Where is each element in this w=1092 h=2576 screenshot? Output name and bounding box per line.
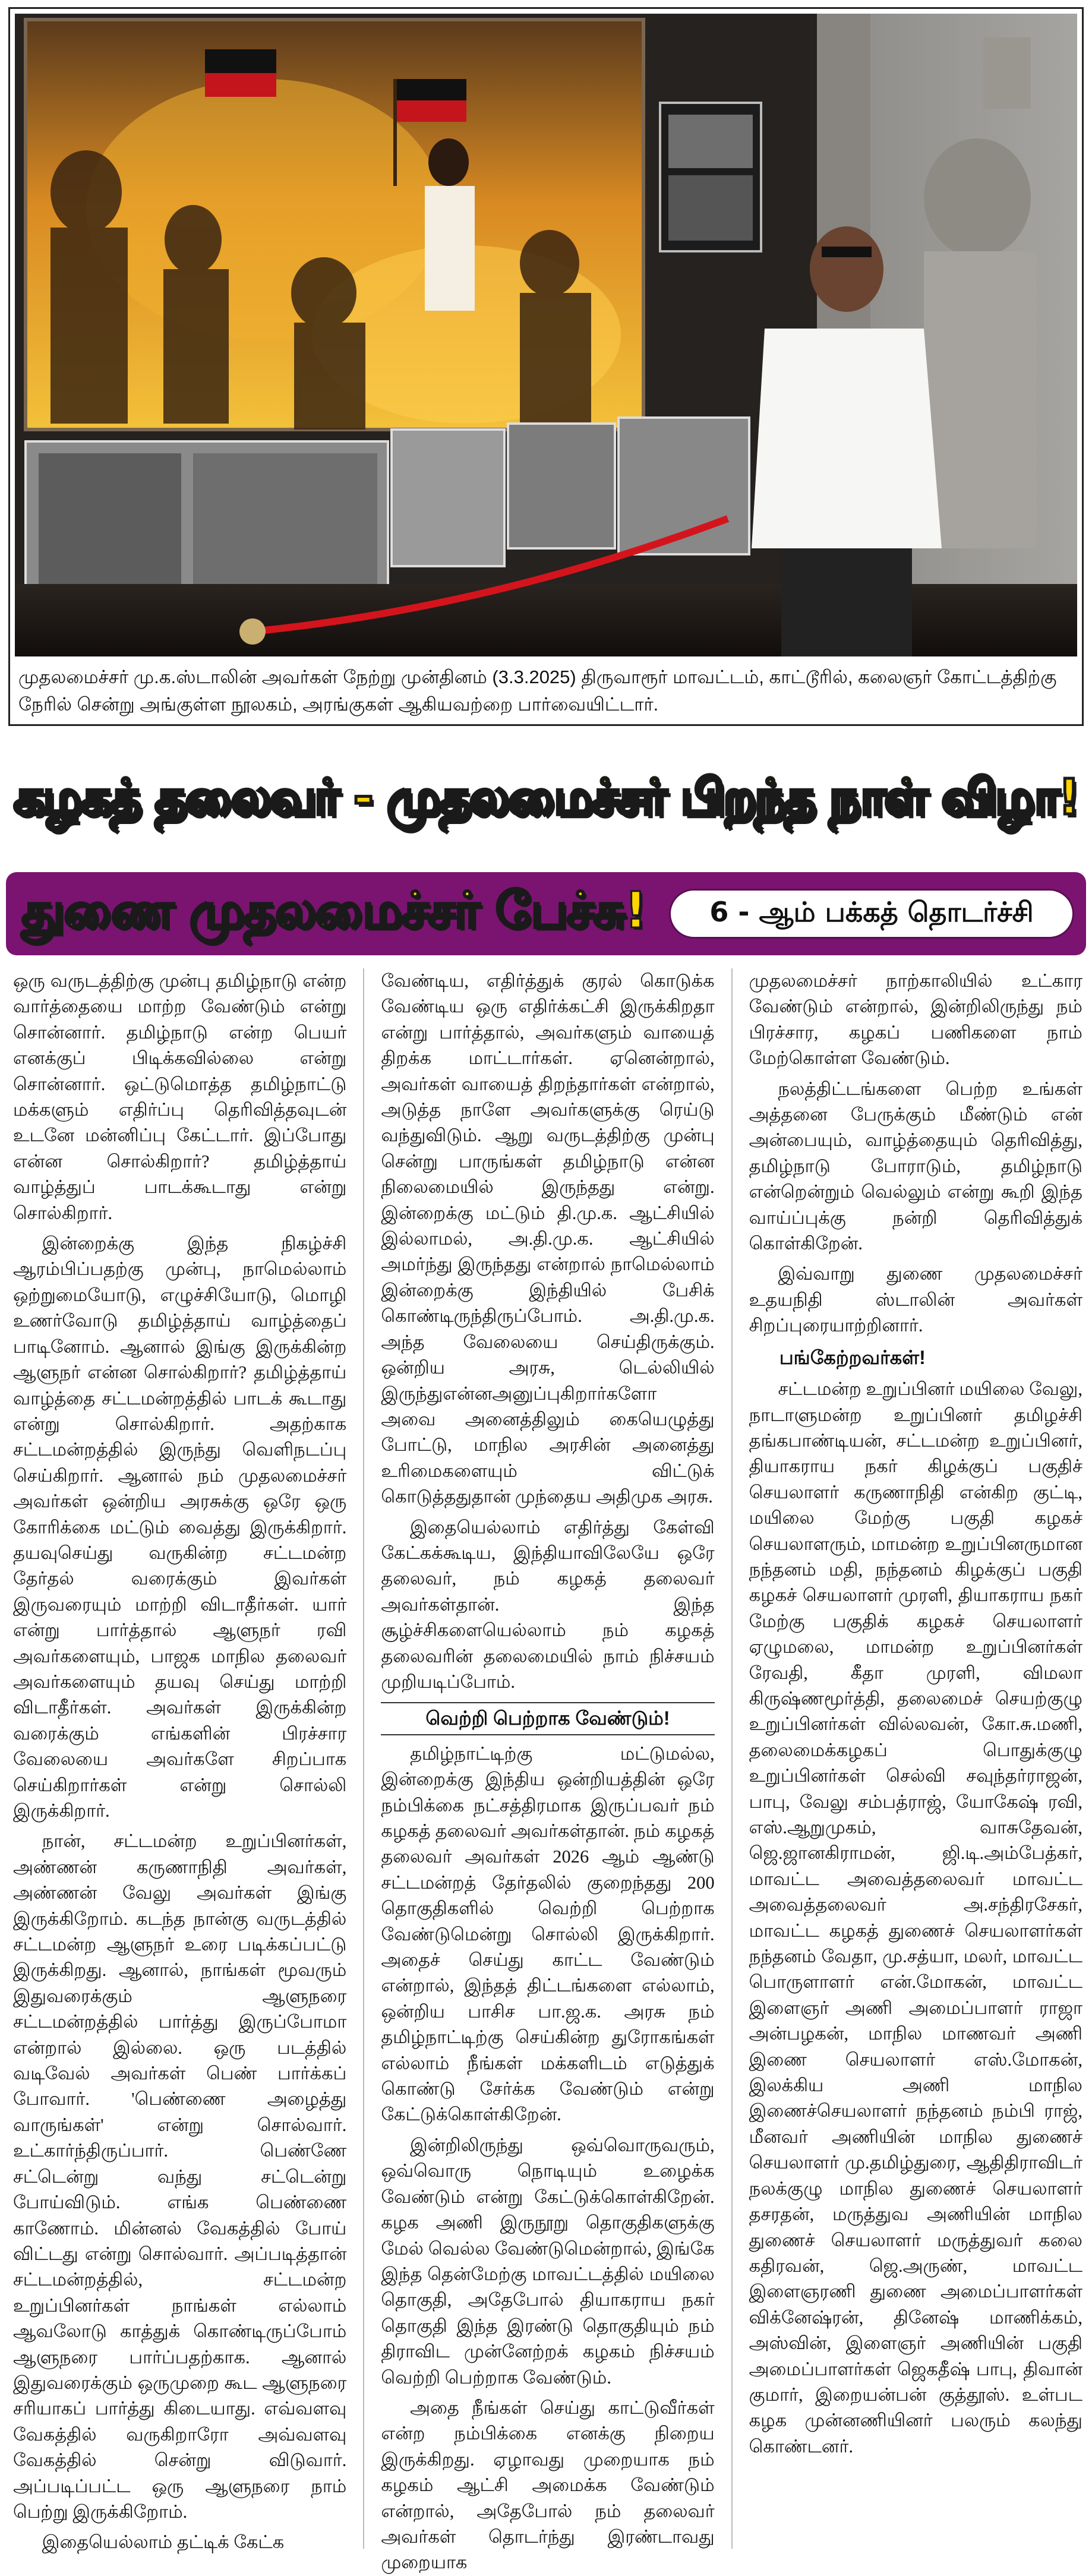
photo-caption: முதலமைச்சர் மு.க.ஸ்டாலின் அவர்கள் நேற்று முன்தினம் (3.3.2025) திருவாரூர் மாவட்டம், காட்டூரில், கலைஞர் கோட்டத்திற்கு நேரில் சென்று அங்குள்ள நூலகம், அரங்குகள் ஆகியவற்றை பார்வையிட்டார். [18,667,1057,715]
news-photo [15,14,1077,656]
paragraph: இவ்வாறு துணை முதலமைச்சர் உதயநிதி ஸ்டாலின் அவர்கள் சிறப்புரையாற்றினார். [749,1264,1082,1336]
paragraph: சட்டமன்ற உறுப்பினர் மயிலை வேலு, நாடாளுமன்ற உறுப்பினர் தமிழச்சி தங்கபாண்டியன், சட்டமன்ற உறுப்பினர், தியாகராய நகர் கிழக்குப் பகுதிச் செயலாளர் கருணாநிதி என்கிற குட்டி, மயிலை மேற்கு பகுதி கழகச் செயலாளரும், மாமன்ற உறுப்பினருமான நந்தனம் மதி, நந்தனம் கிழக்குப் பகுதி கழகச் செயலாளர் முரளி, தியாகராய நகர் மேற்கு பகுதிக் கழகச் செயலாளர் ஏழுமலை, மாமன்ற உறுப்பினர்கள் ரேவதி, கீதா முரளி, விமலா கிருஷ்ணமூர்த்தி, தலைமைச் செயற்குழு உறுப்பினர்கள் வில்லவன், கோ.சு.மணி, தலைமைக்கழகப் பொதுக்குழு உறுப்பினர்கள் செல்வி சவுந்தர்ராஜன், பாபு, வேலு சம்பத்ராஜ், யோகேஷ் ரவி, எஸ்.ஆறுமுகம், வாசுதேவன், ஜெ.ஜானகிராமன், ஜி.டி.அம்பேத்கர், மாவட்ட அவைத்தலைவர் மாவட்ட அவைத்தலைவர் அ.சந்திரசேகர், மாவட்ட கழகத் துணைச் செயலாளர்கள் நந்தனம் வேதா, மு.சத்யா, மலர், மாவட்ட பொருளாளர் என்.மோகன், மாவட்ட இளைஞர் அணி அமைப்பாளர் ராஜா அன்பழகன், மாநில மாணவர் அணி இணை செயலாளர் எஸ்.மோகன், இலக்கிய அணி மாநில இணைச்செயலாளர் நந்தனம் நம்பி ராஜ், மீனவர் அணியின் மாநில துணைச் செயலாளர் மு.தமிழ்துரை, ஆதிதிராவிடர் நலக்குழு மாநில துணைச் செயலாளர் தசரதன், மருத்துவ அணியின் மாநில துணைச் செயலாளர் மருத்துவர் கலை கதிரவன், ஜெ.அருண், மாவட்ட இளைஞரணி துணை அமைப்பாளர்கள் விக்னேஷ்ரன், தினேஷ் மாணிக்கம், அஸ்வின், இளைஞர் அணியின் பகுதி அமைப்பாளர்கள் ஜெகதீஷ் பாபு, திவான் குமார், இறையன்பன் குத்தூஸ். உள்பட கழக முன்னணியினர் பலரும் கலந்து கொண்டனர். [749,1379,1082,2457]
paragraph: இதையெல்லாம் தட்டிக் கேட்க [42,2532,285,2553]
paragraph: முதலமைச்சர் நாற்காலியில் உட்கார வேண்டும் என்றால், இன்றிலிருந்து நம் பிரச்சார, கழகப் பணிகளை நாம் மேற்கொள்ள வேண்டும். [749,971,1082,1069]
paragraph: நான், சட்டமன்ற உறுப்பினர்கள், அண்ணன் கருணாநிதி அவர்கள், அண்ணன் வேலு அவர்கள் இங்கு இருக்கிறோம். கடந்த நான்கு வருடத்தில் சட்டமன்ற ஆளுநர் உரை படிக்கப்பட்டு இருக்கிறது. ஆனால், நாங்கள் மூவரும் இதுவரைக்கும் ஆளுநரை சட்டமன்றத்தில் பார்த்து இருப்போமா என்றால் இல்லை. ஒரு படத்தில் வடிவேல் அவர்கள் பெண் பார்க்கப் போவார். 'பெண்ணை அழைத்து வாருங்கள்' என்று சொல்வார். உட்கார்ந்திருப்பார். பெண்ணே சட்டென்று வந்து சட்டென்று போய்விடும். எங்க பெண்ணை காணோம். மின்னல் வேகத்தில் போய் விட்டது என்று சொல்வார். அப்படித்தான் சட்டமன்றத்தில், சட்டமன்ற உறுப்பினர்கள் நாங்கள் எல்லாம் ஆவலோடு காத்துக் கொண்டிருப்போம் ஆளுநரை பார்ப்பதற்காக. ஆனால் இதுவரைக்கும் ஒருமுறை கூட ஆளுநரை சரியாகப் பார்த்து கிடையாது. எவ்வளவு வேகத்தில் வருகிறாரோ அவ்வளவு வேகத்தில் சென்று விடுவார். அப்படிப்பட்ட ஒரு ஆளுநரை நாம் பெற்று இருக்கிறோம். [13,1831,347,2522]
paragraph: தமிழ்நாட்டிற்கு மட்டுமல்ல, இன்றைக்கு இந்திய ஒன்றியத்தின் ஒரே நம்பிக்கை நட்சத்திரமாக இருப்பவர் நம் கழகத் தலைவர் அவர்கள்தான். நம் கழகத் தலைவர் அவர்கள் 2026 ஆம் ஆண்டு சட்டமன்றத் தேர்தலில் குறைந்தது 200 தொகுதிகளில் வெற்றி பெற்றாக வேண்டுமென்று சொல்லி இருக்கிறார். அதைச் செய்து காட்ட வேண்டும் என்றால், இந்தத் திட்டங்களை எல்லாம், ஒன்றிய பாசிச பா.ஜ.க. அரசு நம் தமிழ்நாட்டிற்கு செய்கின்ற துரோகங்கள் எல்லாம் நீங்கள் மக்களிடம் எடுத்துக் கொண்டு சேர்க்க வேண்டும் என்று கேட்டுக்கொள்கிறேன். [381,1743,715,2125]
paragraph: வேண்டிய, எதிர்த்துக் குரல் கொடுக்க வேண்டிய ஒரு எதிர்க்கட்சி இருக்கிறதா என்று பார்த்தால், அவர்களும் வாயைத் திறக்க மாட்டார்கள். ஏனென்றால், அவர்கள் வாயைத் திறந்தார்கள் என்றால், அடுத்த நாளே அவர்களுக்கு ரெய்டு வந்துவிடும். ஆறு வருடத்திற்கு முன்பு சென்று பாருங்கள் தமிழ்நாடு என்ன நிலைமையில் இருந்தது என்று. இன்றைக்கு மட்டும் தி.மு.க. ஆட்சியில் இல்லாமல், அ.தி.மு.க. ஆட்சியில் அமர்ந்து இருந்தது என்றால் நாமெல்லாம் இன்றைக்கு இந்தியில் பேசிக் கொண்டிருந்திருப்போம். அ.தி.மு.க. அந்த வேலையை செய்திருக்கும். ஒன்றிய அரசு, டெல்லியில் இருந்துஎன்னஅனுப்புகிறார்களோ அவை அனைத்திலும் கையெழுத்து போட்டு, மாநில அரசின் அனைத்து உரிமைகளையும் விட்டுக் கொடுத்ததுதான் முந்தைய அதிமுக அரசு. [381,971,715,1507]
paragraph: இன்றைக்கு இந்த நிகழ்ச்சி ஆரம்பிப்பதற்கு முன்பு, நாமெல்லாம் ஒற்றுமையோடு, எழுச்சியோடு, மொழி உணர்வோடு தமிழ்த்தாய் வாழ்த்தைப் பாடினோம். ஆனால் இங்கு இருக்கின்ற ஆளுநர் என்ன சொல்கிறார்? தமிழ்த்தாய் வாழ்த்தை சட்டமன்றத்தில் பாடக் கூடாது என்று சொல்கிறார். அதற்காக சட்டமன்றத்தில் இருந்து வெளிநடப்பு செய்கிறார். ஆனால் நம் முதலமைச்சர் அவர்கள் ஒன்றிய அரசுக்கு ஒரே ஒரு கோரிக்கை மட்டும் வைத்து இருக்கிறார். தயவுசெய்து வருகின்ற சட்டமன்ற தேர்தல் வரைக்கும் இவர்கள் இருவரையும் மாற்றி விடாதீர்கள். யார் என்று பார்த்தால் ஆளுநர் ரவி அவர்களையும், பாஜக மாநில தலைவர் அவர்களையும் தயவு செய்து மாற்றி விடாதீர்கள். அவர்கள் இருக்கின்ற வரைக்கும் எங்களின் பிரச்சார வேலையை அவர்களே சிறப்பாக செய்கிறார்கள் என்று சொல்லி இருக்கிறார். [13,1233,347,1821]
paragraph: அதை நீங்கள் செய்து காட்டுவீர்கள் என்ற நம்பிக்கை எனக்கு நிறைய இருக்கிறது. ஏழாவது முறையாக நம் கழகம் ஆட்சி அமைக்க வேண்டும் என்றால், அதேபோல் நம் தலைவர் அவர்கள் தொடர்ந்து இரண்டாவது முறையாக [381,2397,715,2573]
paragraph: நலத்திட்டங்களை பெற்ற உங்கள் அத்தனை பேருக்கும் மீண்டும் என் அன்பையும், வாழ்த்தையும் தெரிவித்து, தமிழ்நாடு போராடும், தமிழ்நாடு என்றென்றும் வெல்லும் என்று கூறி இந்த வாய்ப்புக்கு நன்றி தெரிவித்துக் கொள்கிறேன். [749,1078,1082,1254]
photo-frame [8,7,1084,726]
paragraph: இன்றிலிருந்து ஒவ்வொருவரும், ஒவ்வொரு நொடியும் உழைக்க வேண்டும் என்று கேட்டுக்கொள்கிறேன். கழக அணி இருநூறு தொகுதிகளுக்கு மேல் வெல்ல வேண்டுமென்றால், இங்கே இந்த தென்மேற்கு மாவட்டத்தில் மயிலை தொகுதி, அதேபோல் தியாகராய நகர் தொகுதி இந்த இரண்டு தொகுதியும் நம் திராவிட முன்னேற்றக் கழகம் நிச்சயம் வெற்றி பெற்றாக வேண்டும். [381,2135,715,2388]
column-divider [731,968,733,2549]
article-column-3 [749,968,1082,2549]
article-column-1 [13,968,347,2553]
headline-text: கழகத் தலைவர் - முதலமைச்சர் பிறந்த நாள் விழா! [13,769,1079,826]
paragraph: இதையெல்லாம் எதிர்த்து கேள்வி கேட்கக்கூடிய, இந்தியாவிலேயே ஒரே தலைவர், நம் கழகத் தலைவர் அவர்கள்தான். இந்த சூழ்ச்சிகளையெல்லாம் நம் கழகத் தலைவரின் தலைமையில் நாம் நிச்சயம் முறியடிப்போம். [381,1517,715,1692]
continuation-badge: 6 - ஆம் பக்கத் தொடர்ச்சி [669,889,1074,939]
article-body [13,968,1082,2573]
column-divider [363,968,364,2549]
section-heading: பங்கேற்றவர்கள்! [779,1346,926,1368]
paragraph: ஒரு வருடத்திற்கு முன்பு தமிழ்நாடு என்ற வார்த்தையை மாற்ற வேண்டும் என்று சொன்னார். தமிழ்நாடு என்ற பெயர் எனக்குப் பிடிக்கவில்லை என்று சொன்னார். ஒட்டுமொத்த தமிழ்நாட்டு மக்களும் எதிர்ப்பு தெரிவித்தவுடன் உடனே மன்னிப்பு கேட்டார். இப்போது என்ன சொல்கிறார்? தமிழ்த்தாய் வாழ்த்துப் பாடக்கூடாது என்று சொல்கிறார். [13,971,347,1223]
mural-painting [26,20,643,430]
headline [0,735,1092,860]
photo-illustration [15,14,1077,656]
section-heading: வெற்றி பெற்றாக வேண்டும்! [381,1702,714,1735]
article-column-2 [381,968,715,2573]
sub-banner [6,872,1086,955]
sub-banner-title: துணை முதலமைச்சர் பேச்சு! [21,881,646,939]
